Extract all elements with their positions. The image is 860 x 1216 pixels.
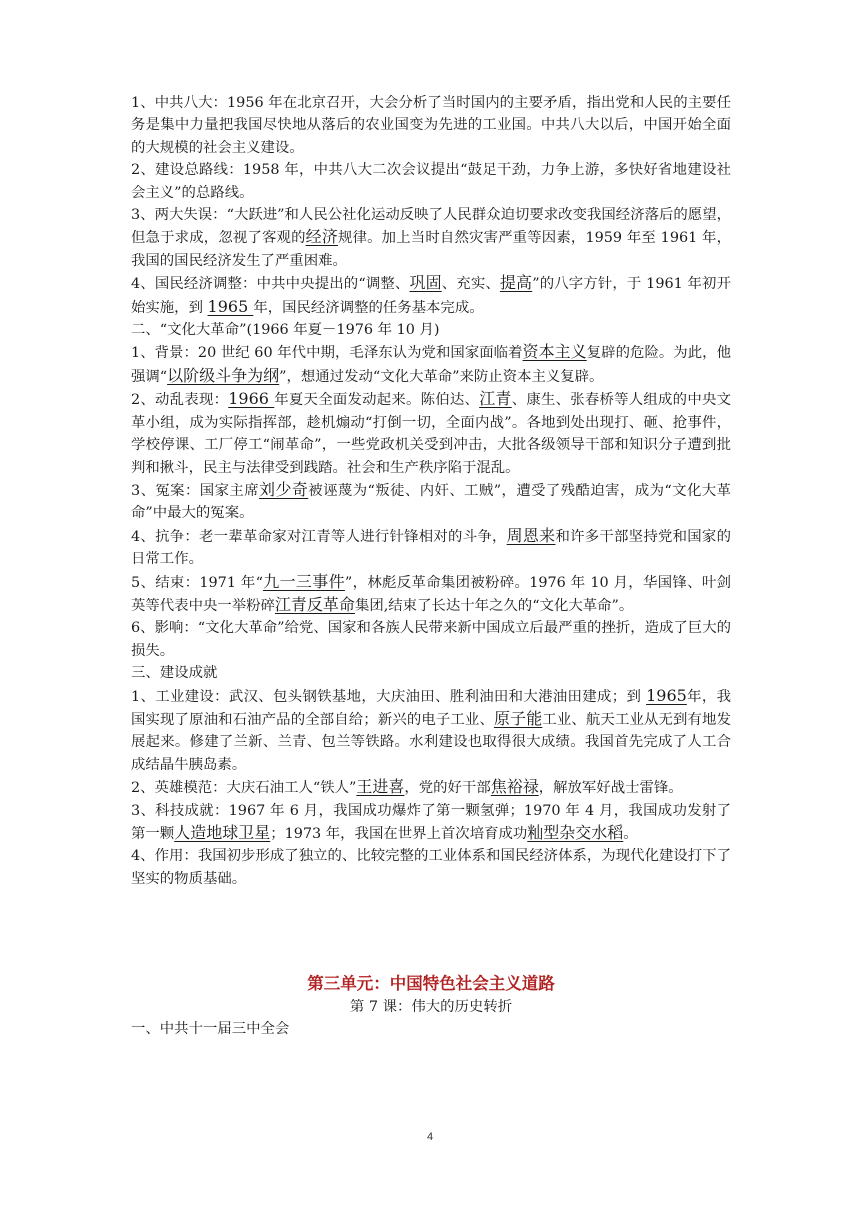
text-body [131,92,731,890]
paragraph-5 [131,341,731,388]
underlined-term: 九一三事件 [262,571,345,591]
paragraph-14 [131,845,731,890]
text: 4、作用：我国初步形成了独立的、比较完整的工业体系和国民经济体系，为现代化建设打下了坚实的物质基础。 [131,848,731,887]
text: 6、影响：“文化大革命”给党、国家和各族人民带来新中国成立后最严重的挫折，造成了巨大的损失。 [131,620,731,659]
page-number: 4 [426,1131,434,1143]
underlined-term: 刘少奇 [259,479,309,499]
paragraph-13 [131,800,731,846]
paragraph-3 [131,204,731,272]
underlined-term: 以阶级斗争为纲 [167,365,280,385]
text: 复辟的危险。为此，他强调“ [131,345,731,385]
underlined-term: 焦裕禄 [490,777,539,797]
text: 年，国民经济调整的任务基本完成。 [253,299,484,316]
text: 5、结束：1971 年“ [131,574,263,591]
paragraph-4 [131,272,731,319]
text: 工业、航天工业从无到有地发展起来。修建了兰新、兰青、包兰等铁路。水利建设也取得很大成绩。我国首先完成了人工合成结晶牛胰岛素。 [131,711,731,773]
text: 1、背景：20 世纪 60 年代中期，毛泽东认为党和国家面临着 [131,345,523,362]
page-content [131,92,731,1041]
text: 、充实、 [441,276,500,293]
text: 1、工业建设：武汉、包头钢铁基地，大庆油田、胜利油田和大港油田建成；到 [131,688,647,705]
section-heading-3: 三、建设成就 [131,665,218,682]
text: 集团,结束了长达十年之久的“文化大革命”。 [354,597,634,614]
paragraph-10 [131,617,731,662]
underlined-term: 巩固 [409,273,442,293]
section-heading-next: 一、中共十一届三中全会 [131,1021,290,1038]
underlined-term: 1965 [646,685,687,705]
text: 3、两大失误：“大跃进”和人民公社化运动反映了人民群众迫切要求改变我国经济落后的愿望，但急于求成，忽视了客观的 [131,207,731,247]
text: ，党的好干部 [404,780,491,797]
paragraph-6 [131,388,731,479]
text: 和许多干部坚持党和国家的日常工作。 [131,528,731,568]
text: 被诬蔑为“叛徒、内奸、工贼”，遭受了残酷迫害，成为“文化大革命”中最大的冤案。 [131,482,731,522]
underlined-term: 人造地球卫星 [174,823,271,842]
underlined-term: 江青 [479,389,512,409]
paragraph-1 [131,92,731,159]
paragraph-2 [131,159,731,204]
text: 4、抗争：老一辈革命家对江青等人进行针锋相对的斗争， [131,528,507,545]
underlined-term: 王进喜 [356,777,405,797]
underlined-term: 籼型杂交水稻 [527,823,624,842]
text: 、康生、张春桥等人组成的中央文革小组，成为实际指挥部，趁机煽动“打倒一切，全面内战”。各地到处出现打、砸、抢事件，学校停课、工厂停工“闹革命”，一些党政机关受到冲击，大批各级领导干部和知识分子遭到批判和揪斗，民主与法律受到践踏。社会和生产秩序陷于混乱。 [131,392,731,476]
lesson-title: 第 7 课：伟大的历史转折 [349,999,513,1016]
text: 2、动乱表现： [131,392,229,409]
text: ”的八字方针，于 1961 年初开始实施，到 [131,276,731,316]
text: 1、中共八大：1956 年在北京召开，大会分析了当时国内的主要矛盾，指出党和人民的主要任务是集中力量把我国尽快地从落后的农业国变为先进的工业国。中共八大以后，中国开始全面的大规模的社会主义建设。 [131,95,731,156]
section-heading-2: 二、“文化大革命”(1966 年夏－1976 年 10 月) [131,322,440,339]
paragraph-9 [131,571,731,618]
underlined-term: 资本主义 [522,342,587,362]
underlined-term: 1965 [207,296,254,316]
text: 3、冤案：国家主席 [131,482,260,499]
text: ”，想通过发动“文化大革命”来防止资本主义复辟。 [279,368,604,385]
underlined-term: 经济 [305,227,339,247]
text: 规律。加上当时自然灾害严重等因素，1959 年至 1961 年，我国的国民经济发生了严重困难。 [131,230,731,269]
underlined-term: 江青反革命 [274,594,355,614]
paragraph-11 [131,685,731,777]
text: 2、英雄模范：大庆石油工人“铁人” [131,780,357,797]
text: 4、国民经济调整：中共中央提出的“调整、 [131,276,410,293]
underlined-term: 周恩来 [506,525,556,545]
paragraph-7 [131,479,731,525]
unit-title: 第三单元：中国特色社会主义道路 [307,974,555,994]
paragraph-8 [131,525,731,571]
underlined-term: 1966 [228,389,275,409]
underlined-term: 提高 [499,273,533,293]
text: 3、科技成就：1967 年 6 月，我国成功爆炸了第一颗氢弹；1970 年 4 月，我国成功发射了第一颗 [131,802,731,842]
text: 年夏天全面发动起来。陈伯达、 [274,392,480,409]
text: 2、建设总路线：1958 年，中共八大二次会议提出“鼓足干劲，力争上游，多快好省地建设社会主义”的总路线。 [131,162,731,201]
text: 年，我国实现了原油和石油产品的全部自给；新兴的电子工业、 [131,688,731,728]
paragraph-12 [131,776,731,799]
underlined-term: 原子能 [493,708,543,728]
text: 。 [623,826,638,842]
text: ，解放军好战士雷锋。 [538,780,683,797]
text: ；1973 年，我国在世界上首次培育成功 [270,826,528,842]
text: ”，林彪反革命集团被粉碎。1976 年 10 月，华国锋、叶剑英等代表中央一举粉碎 [131,574,731,614]
